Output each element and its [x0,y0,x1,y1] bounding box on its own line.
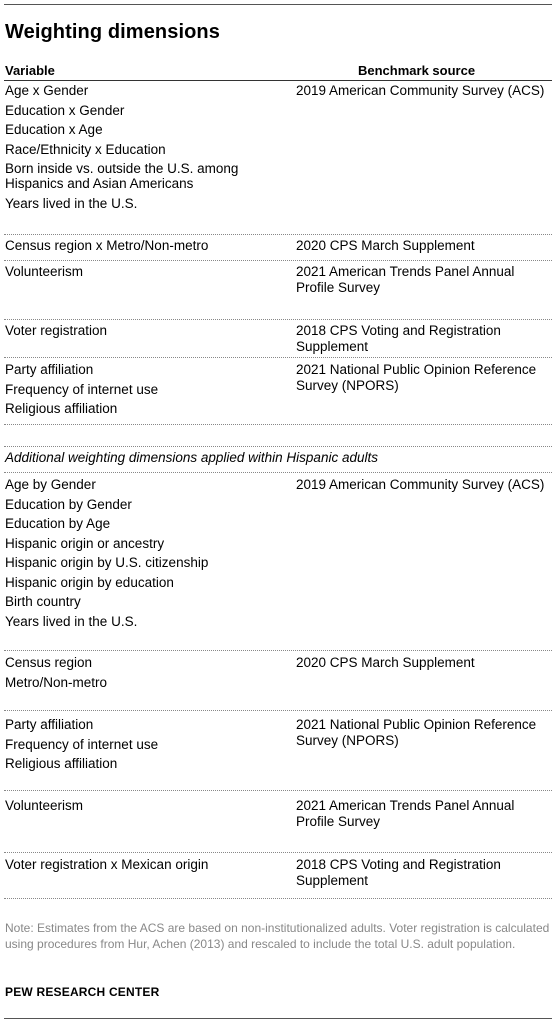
variable-list [5,262,290,282]
variable-item: Race/Ethnicity x Education [5,141,166,157]
variable-list [5,855,290,875]
table-row [4,236,552,260]
table-row [4,81,552,233]
note-text: Note: Estimates from the ACS are based on non-institutionalized adults. Voter registration is calculated using procedures from Hur, Achen (2013) and rescaled to include the total U.S. adult population. [5,921,550,951]
subheading-hispanic: Additional weighting dimensions applied within Hispanic adults [5,450,378,465]
column-header-source: Benchmark source [358,63,476,78]
page-title: Weighting dimensions [5,21,220,43]
row-divider [4,790,552,791]
table-row [4,360,552,425]
variable-item: Education x Age [5,122,103,137]
variable-item: Census region x Metro/Non-metro [5,238,209,253]
table-row [4,855,552,897]
table-row [4,321,552,357]
table-row [4,796,552,850]
row-divider [4,898,552,899]
row-divider [4,852,552,853]
table-row [4,653,552,705]
variable-item: Voter registration x Mexican origin [5,857,209,872]
benchmark-source: 2018 CPS Voting and Registration Supplement [296,323,501,354]
benchmark-source: 2021 National Public Opinion Reference Survey (NPORS) [296,362,537,393]
variable-item: Education by Age [5,516,111,531]
variable-list [5,236,290,256]
row-divider [4,650,552,651]
variable-item: Years lived in the U.S. [5,196,138,211]
variable-item: Education by Gender [5,496,132,512]
variable-item: Religious affiliation [5,756,118,771]
row-divider [4,472,552,473]
variable-item: Age by Gender [5,477,96,492]
row-divider [4,260,552,261]
benchmark-source: 2018 CPS Voting and Registration Supplement [296,857,501,888]
variable-item: Volunteerism [5,798,84,813]
row-divider [4,710,552,711]
variable-item: Hispanic origin or ancestry [5,535,165,551]
variable-list [5,796,290,816]
benchmark-source: 2021 American Trends Panel Annual Profile Survey [296,264,515,295]
row-divider [4,234,552,235]
top-rule [4,4,552,5]
variable-item: Hispanic origin by U.S. citizenship [5,555,209,570]
benchmark-source: 2020 CPS March Supplement [296,655,475,670]
variable-item: Age x Gender [5,83,89,98]
variable-item: Years lived in the U.S. [5,613,138,629]
variable-item: Hispanic origin by education [5,574,174,590]
variable-item: Voter registration [5,323,108,338]
column-header-variable: Variable [5,63,55,78]
table-row [4,262,552,318]
variable-item: Born inside vs. outside the U.S. among Hispanics and Asian Americans [5,160,239,191]
variable-list [5,475,290,631]
row-divider [4,319,552,320]
benchmark-source: 2019 American Community Survey (ACS) [296,83,545,98]
variable-item: Education x Gender [5,102,125,118]
variable-item: Frequency of internet use [5,736,159,752]
variable-list [5,360,290,419]
benchmark-source: 2021 National Public Opinion Reference Survey (NPORS) [296,717,537,748]
variable-list [5,653,290,692]
variable-item: Volunteerism [5,264,84,279]
benchmark-source: 2020 CPS March Supplement [296,238,475,253]
row-divider [4,357,552,358]
variable-item: Party affiliation [5,717,94,732]
variable-item: Metro/Non-metro [5,674,108,690]
benchmark-source: 2019 American Community Survey (ACS) [296,477,545,492]
variable-list [5,715,290,774]
table-row [4,475,552,650]
row-divider [4,424,552,425]
variable-list [5,321,290,341]
variable-item: Birth country [5,594,81,609]
source-footer: PEW RESEARCH CENTER [5,985,160,999]
variable-item: Religious affiliation [5,401,118,416]
variable-item: Census region [5,655,93,670]
benchmark-source: 2021 American Trends Panel Annual Profile Survey [296,798,515,829]
table-row [4,715,552,785]
bottom-rule [4,1018,552,1019]
variable-item: Party affiliation [5,362,94,377]
variable-item: Frequency of internet use [5,381,159,397]
row-divider [4,446,552,447]
variable-list [5,81,290,214]
